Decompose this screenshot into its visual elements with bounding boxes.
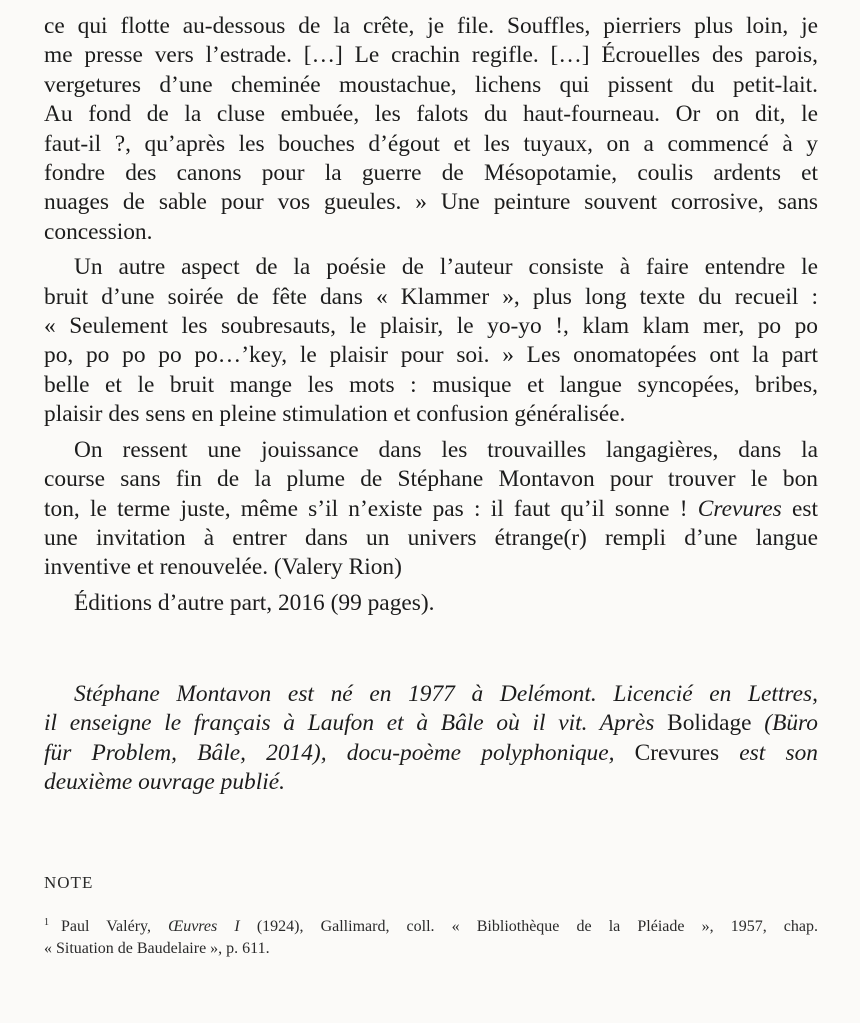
book-title: Crevures	[697, 495, 782, 522]
text-line	[44, 495, 818, 524]
bio-line	[44, 709, 818, 738]
text-segment: est	[792, 495, 818, 522]
footnote-marker: 1	[44, 917, 49, 928]
author-bio	[44, 680, 818, 798]
footnote	[44, 912, 818, 960]
text-segment: il enseigne le français à Laufon et à Bâle où il vit. Après	[44, 710, 655, 737]
bio-line: Stéphane Montavon est né en 1977 à Delémont. Licencié en Lettres,	[74, 681, 818, 707]
text-line: ce qui flotte au-dessous de la crête, je file. Souffles, pierriers plus loin, je	[44, 13, 818, 39]
text-line: vergetures d’une cheminée moustachue, lichens qui pissent du petit-lait.	[44, 71, 818, 98]
book-title: Crevures	[634, 739, 720, 766]
publication-info: Éditions d’autre part, 2016 (99 pages).	[74, 589, 435, 616]
text-line: On ressent une jouissance dans les trouvailles langagières, dans la	[74, 436, 818, 463]
text-line: une invitation à entrer dans un univers étrange(r) rempli d’une langue	[44, 524, 818, 551]
text-line: bruit d’une soirée de fête dans « Klammer », plus long texte du recueil :	[44, 283, 818, 310]
text-segment: (1924), Gallimard, coll. « Bibliothèque de la Pléiade », 1957, chap.	[256, 918, 819, 935]
text-line: fondre des canons pour la guerre de Mésopotamie, coulis ardents et	[44, 160, 818, 187]
text-line: nuages de sable pour vos gueules. » Une peinture souvent corrosive, sans	[44, 189, 818, 216]
notes-heading: NOTE	[44, 873, 94, 892]
text-line: « Seulement les soubresauts, le plaisir, le yo-yo !, klam klam mer, po po	[44, 313, 818, 340]
text-line: po, po po po po…’key, le plaisir pour soi. » Les onomatopées ont la part	[44, 342, 818, 369]
paragraph-3	[44, 436, 818, 583]
text-line: plaisir des sens en pleine stimulation et confusion généralisée.	[44, 401, 626, 428]
text-segment: Paul Valéry,	[61, 918, 151, 935]
bio-line	[44, 739, 818, 768]
text-segment: für Problem, Bâle, 2014), docu-poème polyphonique,	[44, 739, 615, 766]
text-line: course sans fin de la plume de Stéphane Montavon pour trouver le bon	[44, 466, 818, 493]
text-segment: (Büro	[764, 710, 818, 737]
text-segment: est son	[739, 739, 818, 766]
text-segment: ton, le terme juste, même s’il n’existe pas : il faut qu’il sonne !	[44, 495, 688, 522]
footnote-line: « Situation de Baudelaire », p. 611.	[44, 940, 270, 957]
text-line: faut-il ?, qu’après les bouches d’égout et les tuyaux, on a commencé à y	[44, 130, 818, 157]
book-title: Œuvres I	[168, 918, 240, 935]
book-title: Bolidage	[667, 710, 752, 737]
text-line: belle et le bruit mange les mots : musique et langue syncopées, bribes,	[44, 371, 818, 398]
paragraph-1	[44, 12, 818, 247]
text-line: concession.	[44, 218, 153, 245]
footnote-line	[44, 912, 818, 938]
text-line: inventive et renouvelée. (Valery Rion)	[44, 554, 402, 581]
article-body	[44, 12, 818, 618]
text-line: Un autre aspect de la poésie de l’auteur consiste à faire entendre le	[74, 254, 818, 281]
paragraph-2	[44, 253, 818, 429]
text-line: me presse vers l’estrade. […] Le crachin regifle. […] Écrouelles des parois,	[44, 42, 818, 69]
paragraph-4	[44, 589, 818, 618]
text-line: Au fond de la cluse embuée, les falots du haut-fourneau. Or on dit, le	[44, 101, 818, 128]
bio-line: deuxième ouvrage publié.	[44, 769, 285, 796]
